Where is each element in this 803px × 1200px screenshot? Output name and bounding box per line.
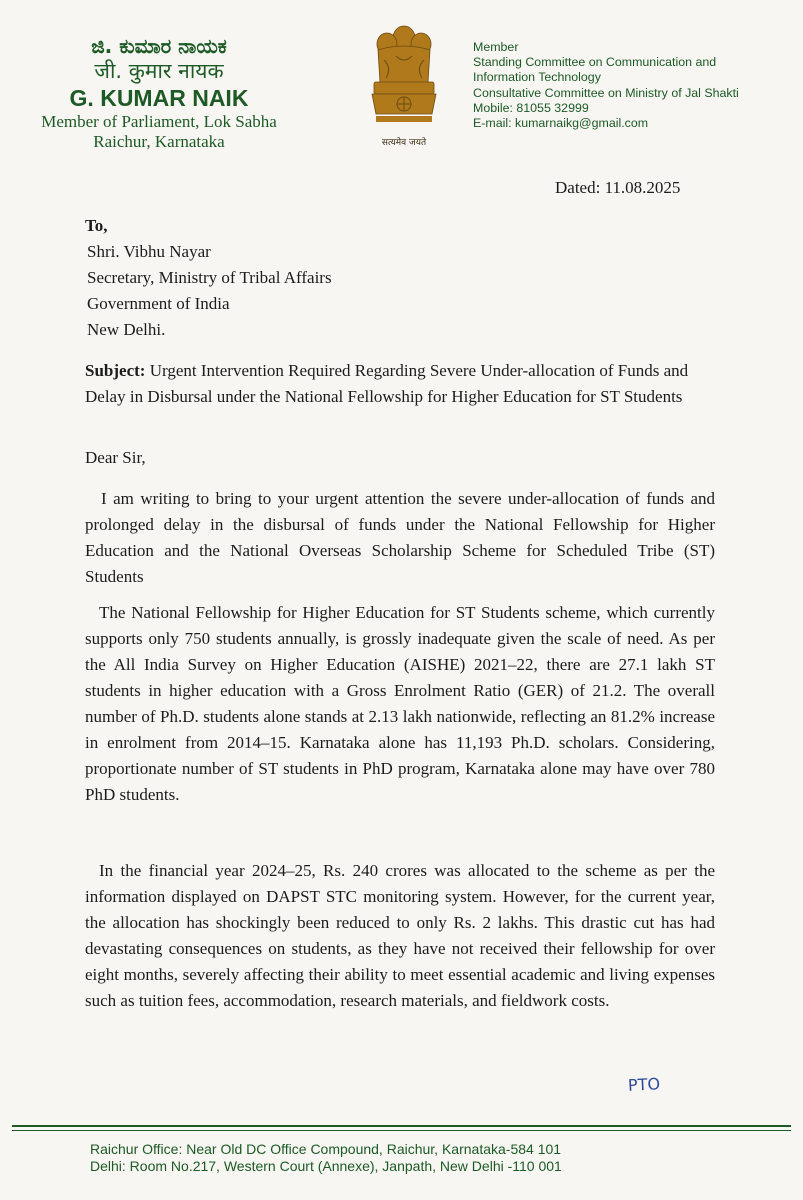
salutation: Dear Sir, [85,448,146,467]
name-english: G. KUMAR NAIK [69,85,249,111]
committee-line: Consultative Committee on Ministry of Jal Shakti [473,85,739,100]
handwritten-pto-note: PTO [627,1074,661,1095]
to-label: To, [85,216,108,235]
committee-line: Standing Committee on Communication and [473,55,717,70]
recipient-name: Shri. Vibhu Nayar [87,242,211,261]
body-paragraph-1: I am writing to bring to your urgent attention the severe under-allocation of funds and prolonged delay in the disbursal of funds under the National Fellowship for Higher Education and the National Overseas Scholarship Scheme for Scheduled Tribe (ST) Students [85,489,715,586]
footer-divider [12,1125,791,1127]
body-paragraph-2: The National Fellowship for Higher Education for ST Students scheme, which currently supports only 750 students annually, is grossly inadequate given the scale of need. As per the All India Survey on Higher Education (AISHE) 2021–22, there are 27.1 lakh ST students in higher education with a Gross Enrolment Ratio (GER) of 21.2. The overall number of Ph.D. students alone stands at 2.13 lakh nationwide, reflecting an 81.2% increase in enrolment from 2014–15. Karnataka alone has 11,193 Ph.D. scholars. Considering, proportionate number of ST students in PhD program, Karnataka alone may have over 780 PhD students. [85,603,715,804]
national-emblem-icon [362,20,446,148]
raichur-office-address: Raichur Office: Near Old DC Office Compound, Raichur, Karnataka-584 101 [90,1141,562,1157]
delhi-office-address: Delhi: Room No.217, Western Court (Annexe), Janpath, New Delhi -110 001 [90,1158,562,1174]
recipient-block [85,213,332,343]
name-kannada: ಜಿ. ಕುಮಾರ ನಾಯಕ [91,34,227,58]
subject-text: Urgent Intervention Required Regarding Severe Under-allocation of Funds and Delay in Disbursal under the National Fellowship for Higher Education for ST Students [85,361,689,406]
committee-details [473,40,793,131]
recipient-city: New Delhi. [87,320,166,339]
recipient-designation: Secretary, Ministry of Tribal Affairs [87,268,332,287]
email-address: E-mail: kumarnaikg@gmail.com [473,116,649,131]
mobile-number: Mobile: 81055 32999 [473,100,589,115]
letter-date: Dated: 11.08.2025 [555,178,681,197]
footer-divider-thin [12,1130,791,1131]
emblem-motto: सत्यमेव जयते [381,138,427,148]
footer-addresses [90,1141,562,1175]
subject-label: Subject: [85,361,146,380]
body-paragraph-3: In the financial year 2024–25, Rs. 240 crores was allocated to the scheme as per the information displayed on DAPST STC monitoring system. However, for the current year, the allocation has shockingly been reduced to only Rs. 2 lakhs. This drastic cut has had devastating consequences on students, as they have not received their fellowship for over eight months, severely affecting their ability to meet essential academic and living expenses such as tuition fees, accommodation, research materials, and fieldwork costs. [85,861,715,1010]
recipient-organization: Government of India [87,294,230,313]
name-hindi: जी. कुमार नायक [94,59,224,83]
letterhead-name-block [14,34,304,152]
committee-line: Information Technology [473,70,601,85]
committee-line: Member [473,40,519,54]
constituency: Raichur, Karnataka [93,132,225,151]
subject-line [85,358,715,410]
designation: Member of Parliament, Lok Sabha [41,112,277,131]
